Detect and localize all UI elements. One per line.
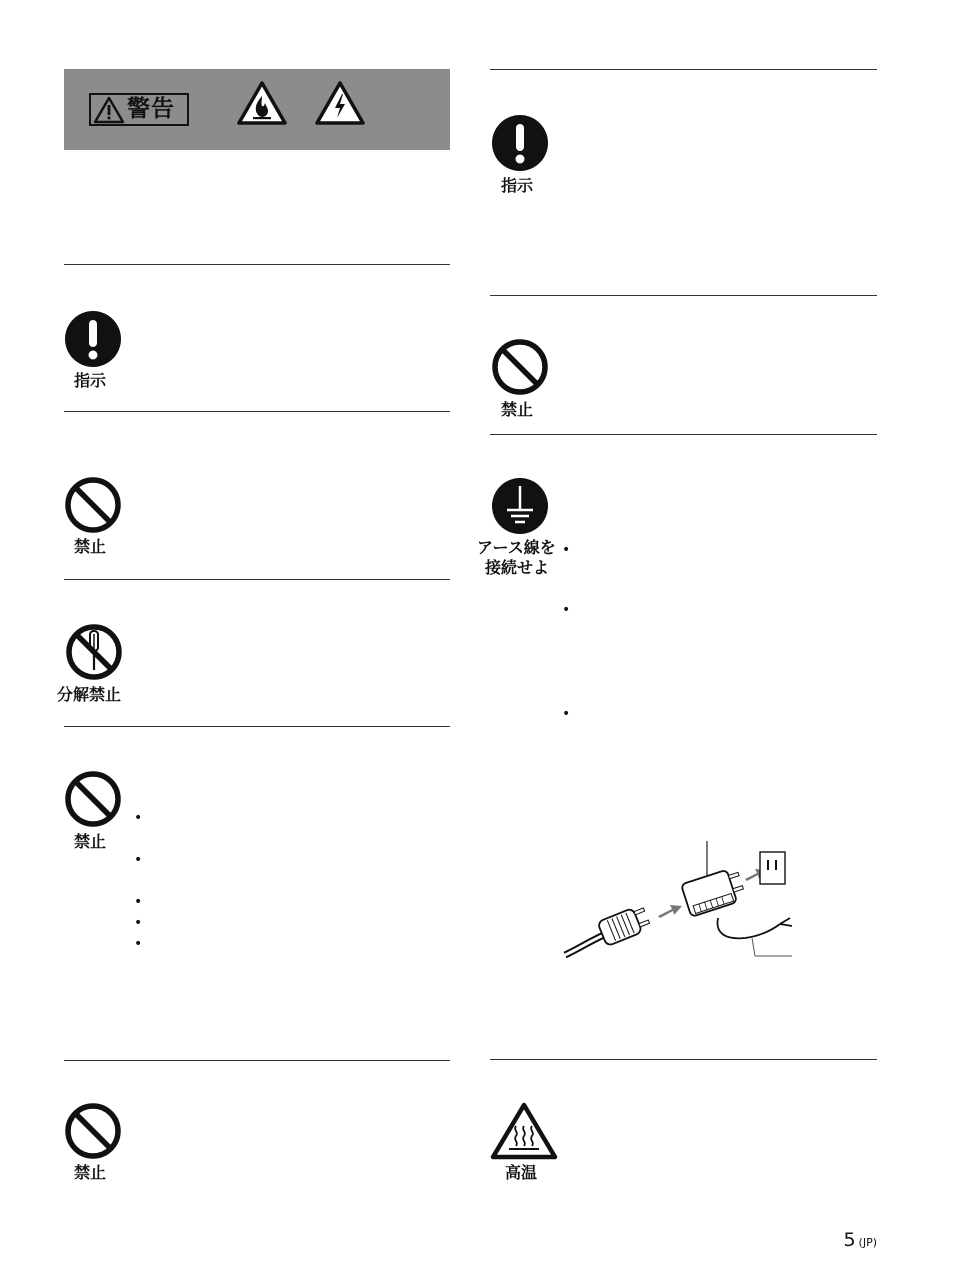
hot-surface-icon <box>490 1102 558 1160</box>
list-bullet: • <box>562 542 571 558</box>
grounding-adapter-illustration <box>560 838 800 963</box>
section-divider <box>64 411 450 412</box>
prohibition-label: 禁止 <box>74 832 107 851</box>
prohibition-circle-icon <box>64 770 122 828</box>
no-disassembly-label: 分解禁止 <box>57 685 122 704</box>
electric-shock-icon <box>314 80 366 126</box>
warning-banner <box>64 69 450 150</box>
prohibition-circle-icon <box>64 476 122 534</box>
ground-label-line1: アース線を <box>477 538 556 557</box>
list-bullet: • <box>134 810 143 826</box>
warning-label-box <box>89 93 189 126</box>
list-bullet: • <box>562 602 571 618</box>
fire-warning-icon <box>236 80 288 126</box>
list-bullet: • <box>134 936 143 952</box>
section-divider <box>64 264 450 265</box>
page-number <box>843 1229 877 1251</box>
ground-label-line2: 接続せよ <box>485 558 550 577</box>
instruction-label: 指示 <box>501 176 534 195</box>
list-bullet: • <box>134 894 143 910</box>
page-number-suffix: (JP) <box>858 1236 877 1249</box>
section-divider <box>490 434 877 435</box>
exclamation-circle-icon <box>491 114 549 172</box>
prohibition-circle-icon <box>64 1102 122 1160</box>
section-divider <box>64 1060 450 1061</box>
hot-surface-label: 高温 <box>505 1163 538 1182</box>
no-disassembly-icon <box>65 623 123 681</box>
prohibition-label: 禁止 <box>74 537 107 556</box>
warning-label-text: 警告 <box>127 96 175 122</box>
section-divider <box>490 1059 877 1060</box>
instruction-label: 指示 <box>74 371 107 390</box>
caution-triangle-icon <box>93 96 125 124</box>
list-bullet: • <box>134 852 143 868</box>
exclamation-circle-icon <box>64 310 122 368</box>
page-number-value: 5 <box>843 1229 856 1251</box>
list-bullet: • <box>134 915 143 931</box>
prohibition-circle-icon <box>491 338 549 396</box>
section-divider <box>490 295 877 296</box>
prohibition-label: 禁止 <box>501 400 534 419</box>
section-divider <box>490 69 877 70</box>
section-divider <box>64 726 450 727</box>
list-bullet: • <box>562 706 571 722</box>
prohibition-label: 禁止 <box>74 1163 107 1182</box>
ground-icon <box>491 477 549 535</box>
section-divider <box>64 579 450 580</box>
